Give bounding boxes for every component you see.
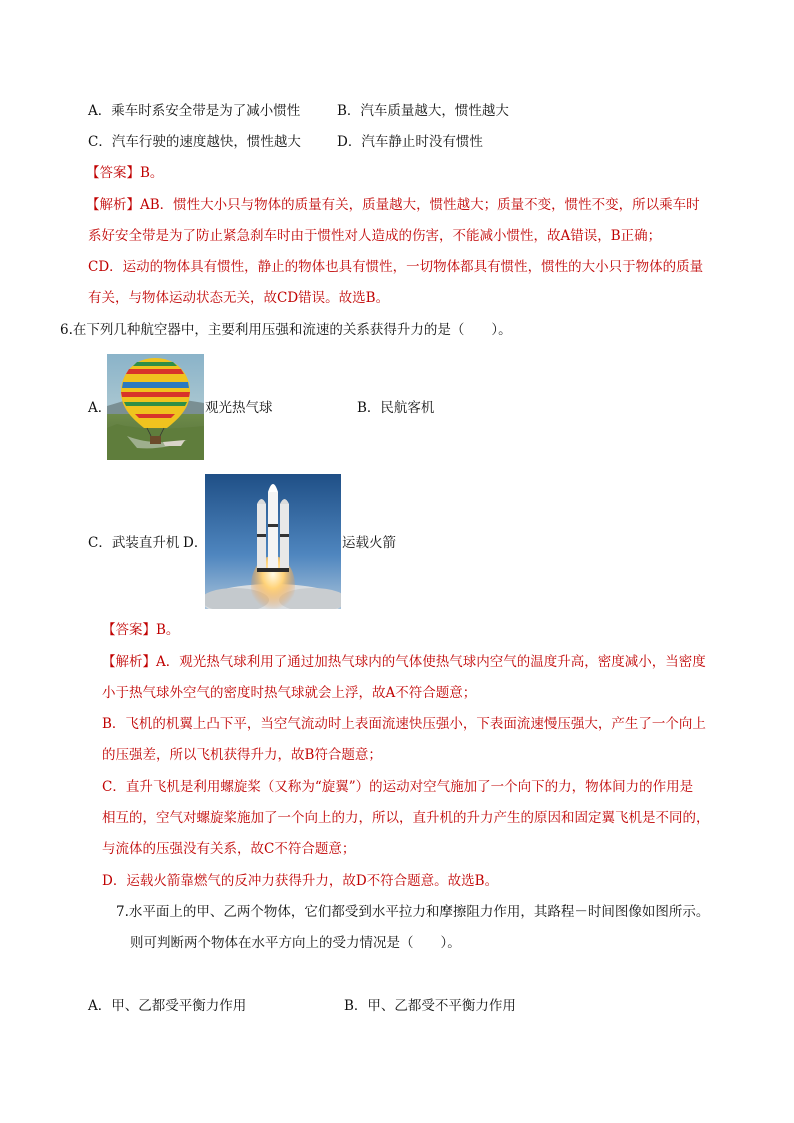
q5-analysis-line-3: CD．运动的物体具有惯性，静止的物体也具有惯性，一切物体都具有惯性，惯性的大小只于物体的质量 — [88, 259, 704, 275]
q6-analysis-line-4: 的压强差，所以飞机获得升力，故B符合题意； — [102, 747, 382, 763]
q6-analysis-line-7: 与流体的压强没有关系，故C不符合题意； — [102, 841, 356, 857]
q5-analysis-line-2: 系好安全带是为了防止紧急刹车时由于惯性对人造成的伤害，不能减小惯性，故A错误，B正确； — [88, 228, 662, 244]
q6-analysis-label: 【解析】 — [102, 654, 156, 670]
hot-air-balloon-image — [107, 354, 204, 460]
q5-option-d: D．汽车静止时没有惯性 — [337, 134, 483, 150]
q6-answer: 【答案】B。 — [102, 622, 180, 638]
q6-option-a-text: 观光热气球 — [205, 400, 273, 416]
q5-option-a: A．乘车时系安全带是为了减小惯性 — [88, 103, 301, 119]
q6-analysis-line-3: B．飞机的机翼上凸下平，当空气流动时上表面流速快压强小，下表面流速慢压强大，产生了一个向上 — [102, 716, 706, 732]
q6-option-d-text: 运载火箭 — [342, 535, 396, 551]
q6-analysis-line-1: 【解析】A．观光热气球利用了通过加热气球内的气体使热气球内空气的温度升高，密度减小，当密度 — [102, 654, 706, 670]
q6-analysis-line-2: 小于热气球外空气的密度时热气球就会上浮，故A不符合题意； — [102, 685, 477, 701]
q5-analysis-line-1: 【解析】AB．惯性大小只与物体的质量有关，质量越大，惯性越大；质量不变，惯性不变，所以乘车时 — [86, 197, 700, 213]
q5-analysis-label: 【解析】 — [86, 197, 140, 213]
q7-stem-line-2: 则可判断两个物体在水平方向上的受力情况是（ ）。 — [130, 935, 461, 951]
q6-analysis-line-6: 相互的，空气对螺旋桨施加了一个向上的力，所以，直升机的升力产生的原因和固定翼飞机是不同的， — [102, 810, 710, 826]
q7-option-b: B．甲、乙都受不平衡力作用 — [344, 998, 516, 1014]
q6-analysis-line-5: C．直升飞机是利用螺旋桨（又称为“旋翼”）的运动对空气施加了一个向下的力，物体间力的作用是 — [102, 779, 694, 795]
q6-option-b: B．民航客机 — [357, 400, 435, 416]
q5-analysis-line-4: 有关，与物体运动状态无关，故CD错误。故选B。 — [88, 290, 390, 306]
q6-option-a-label: A． — [88, 400, 112, 416]
rocket-image — [205, 474, 341, 609]
q6-option-c: C．武装直升机 — [88, 535, 180, 551]
q7-stem-line-1: 7.水平面上的甲、乙两个物体，它们都受到水平拉力和摩擦阻力作用，其路程－时间图像如图所示。 — [116, 904, 710, 920]
q6-stem: 6.在下列几种航空器中，主要利用压强和流速的关系获得升力的是（ ）。 — [60, 322, 512, 338]
q7-option-a: A．甲、乙都受平衡力作用 — [88, 998, 247, 1014]
q5-answer: 【答案】B。 — [86, 165, 164, 181]
q5-option-c: C．汽车行驶的速度越快，惯性越大 — [88, 134, 301, 150]
q5-option-b: B．汽车质量越大，惯性越大 — [337, 103, 509, 119]
q6-option-d-label: D． — [183, 535, 208, 551]
q6-analysis-line-8: D．运载火箭靠燃气的反冲力获得升力，故D不符合题意。故选B。 — [102, 873, 499, 889]
